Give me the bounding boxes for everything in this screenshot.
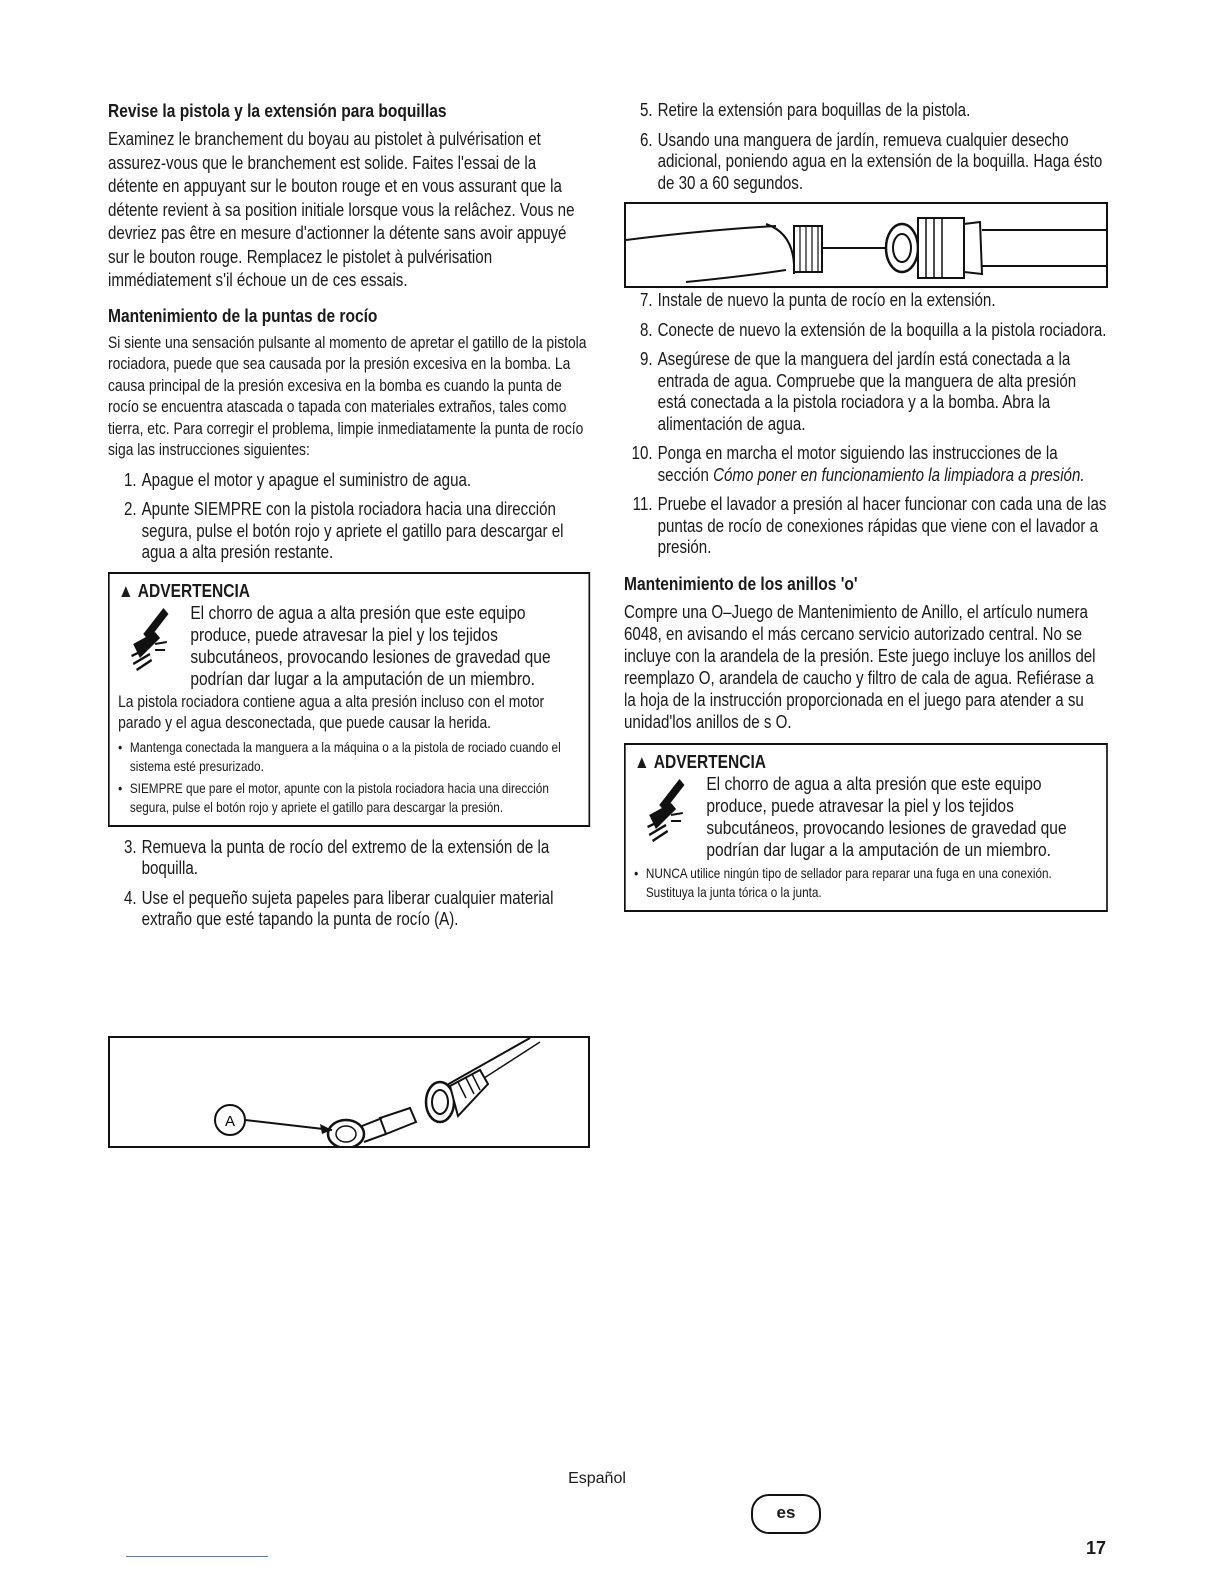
- figure-nozzle-cleaning: [108, 1036, 590, 1148]
- list-item: 3. Remueva la punta de rocío del extremo de la extensión de la boquilla.: [123, 836, 550, 878]
- list-item: 2. Apunte SIEMPRE con la pistola rociadora hacia una dirección segura, pulse el botón rojo y apriete el gatillo para descargar el agua a alta presión restante.: [123, 499, 564, 562]
- right-column-content: [624, 100, 1108, 194]
- right-column: [624, 100, 1108, 202]
- injection-hazard-icon: [130, 604, 179, 674]
- warning-box-left: [108, 572, 590, 827]
- warning-triangle-icon: ▲: [118, 579, 134, 601]
- nozzle-illustration: [110, 1038, 588, 1146]
- warning-triangle-icon: ▲: [634, 750, 650, 772]
- callout-label-a: A: [224, 1113, 236, 1130]
- section-body-o-rings: Compre una O–Juego de Mantenimiento de Anillo, el artículo numera 6048, en avisando el más cercano servicio autorizado central. No se incluye con la arandela de la presión. Este juego incluye los anillos del reemplazo O, arandela de caucho y filtro de cala de agua. Refiérase a la hoja de la instrucción proporcionada en el juego para atender a su unidad'los anillos de s O.: [624, 601, 1096, 732]
- warning-head: [118, 580, 581, 690]
- warning-title: ADVERTENCIA: [137, 579, 251, 601]
- list-item: 6. Usando una manguera de jardín, remueva cualquier desecho adicional, poniendo agua en la extensión de la boquilla. Haga ésto de 30 a 60 segundos.: [639, 129, 1103, 193]
- warning-text: El chorro de agua a alta presión que este equipo produce, puede atravesar la piel y los tejidos subcutáneos, provocando lesiones de gravedad que podrían dar lugar a la amputación de un miembro.: [190, 601, 551, 689]
- left-column: [108, 100, 590, 939]
- list-item: 5. Retire la extensión para boquillas de la pistola.: [639, 100, 971, 120]
- steps-list-5-6: [624, 100, 1108, 194]
- steps-list-1-2: [108, 470, 590, 564]
- warning-title: ADVERTENCIA: [653, 750, 767, 772]
- warning-box-right: [624, 743, 1108, 912]
- warning-bullet: • NUNCA utilice ningún tipo de sellador para reparar una fuga en una conexión. Sustituya la junta tórica o la junta.: [634, 864, 1099, 902]
- list-item: 9. Asegúrese de que la manguera del jardín está conectada a la entrada de agua. Compruebe que la manguera de alta presión está conectada a la pistola rociadora y a la bomba. Abra la alimentación de agua.: [639, 349, 1077, 434]
- section-heading-check-gun: Revise la pistola y la extensión para boquillas: [108, 100, 447, 121]
- steps-list-7-11: [624, 290, 1108, 559]
- list-item: 11. Pruebe el lavador a presión al hacer funcionar con cada una de las puntas de rocío de conexiones rápidas que viene con el lavador a presión.: [632, 494, 1107, 557]
- warning-head: [634, 751, 1099, 861]
- language-badge: es: [751, 1494, 821, 1534]
- steps-list-3-4: [108, 837, 590, 931]
- right-column-lower: [624, 290, 1108, 922]
- warning-bullet: • SIEMPRE que pare el motor, apunte con la pistola rociadora hacia una dirección segura, pulse el botón rojo y apriete el gatillo para descargar la presión.: [118, 779, 581, 817]
- footer-divider: [126, 1556, 268, 1557]
- section-body-nozzle-maintenance: Si siente una sensación pulsante al momento de apretar el gatillo de la pistola rociadora, puede que sea causada por la presión excesiva en la bomba. La causa principal de la presión excesiva en la bomba es cuando la punta de rocío se encuentra atascada o tapada con materiales extraños, tales como tierra, etc. Para corregir el problema, limpie inmediatamente la punta de rocío siga las instrucciones siguientes:: [108, 333, 587, 459]
- section-reference: Cómo poner en funcionamiento la limpiadora a presión.: [713, 464, 1085, 485]
- right-column-lower-content: [624, 290, 1108, 912]
- list-item: 1. Apague el motor y apague el suministro de agua.: [123, 469, 472, 490]
- list-item: 8. Conecte de nuevo la extensión de la boquilla a la pistola rociadora.: [639, 319, 1107, 340]
- warning-extra-text: La pistola rociadora contiene agua a alta presión incluso con el motor parado y el agua desconectada, que puede causar la herida.: [118, 692, 545, 732]
- list-item: 7. Instale de nuevo la punta de rocío en la extensión.: [639, 290, 996, 310]
- list-item: 4. Use el pequeño sujeta papeles para liberar cualquier material extraño que esté tapando la punta de rocío (A).: [123, 887, 554, 929]
- warning-title-row: [634, 751, 1099, 773]
- hose-illustration: [626, 204, 1106, 286]
- section-heading-o-rings: Mantenimiento de los anillos 'o': [624, 572, 858, 594]
- list-item: 10. Ponga en marcha el motor siguiendo las instrucciones de la sección Cómo poner en funcionamiento la limpiadora a presión.: [631, 443, 1085, 485]
- warning-text: El chorro de agua a alta presión que este equipo produce, puede atravesar la piel y los tejidos subcutáneos, provocando lesiones de gravedad que podrían dar lugar a la amputación de un miembro.: [706, 772, 1067, 860]
- injection-hazard-icon: [646, 775, 695, 845]
- warning-title-row: [118, 580, 581, 602]
- warning-bullet: • Mantenga conectada la manguera a la máquina o a la pistola de rociado cuando el sistema esté presurizado.: [118, 738, 581, 776]
- section-body-check-gun: Examinez le branchement du boyau au pistolet à pulvérisation et assurez-vous que le branchement est solide. Faites l'essai de la détente en appuyant sur le bouton rouge et en vous assurant que la détente revient à sa position initiale lorsque vous la relâchez. Vous ne devriez pas être en mesure d'actionner la détente sans avoir appuyé sur le bouton rouge. Remplacez le pistolet à pulvérisation immédiatement s'il échoue un de ces essais.: [108, 129, 575, 290]
- figure-garden-hose-flush: [624, 202, 1108, 288]
- page-number: 17: [1086, 1538, 1107, 1558]
- section-heading-nozzle-maintenance: Mantenimiento de la puntas de rocío: [108, 304, 378, 326]
- footer-language: Español: [568, 1470, 626, 1487]
- left-column-content: [108, 100, 590, 931]
